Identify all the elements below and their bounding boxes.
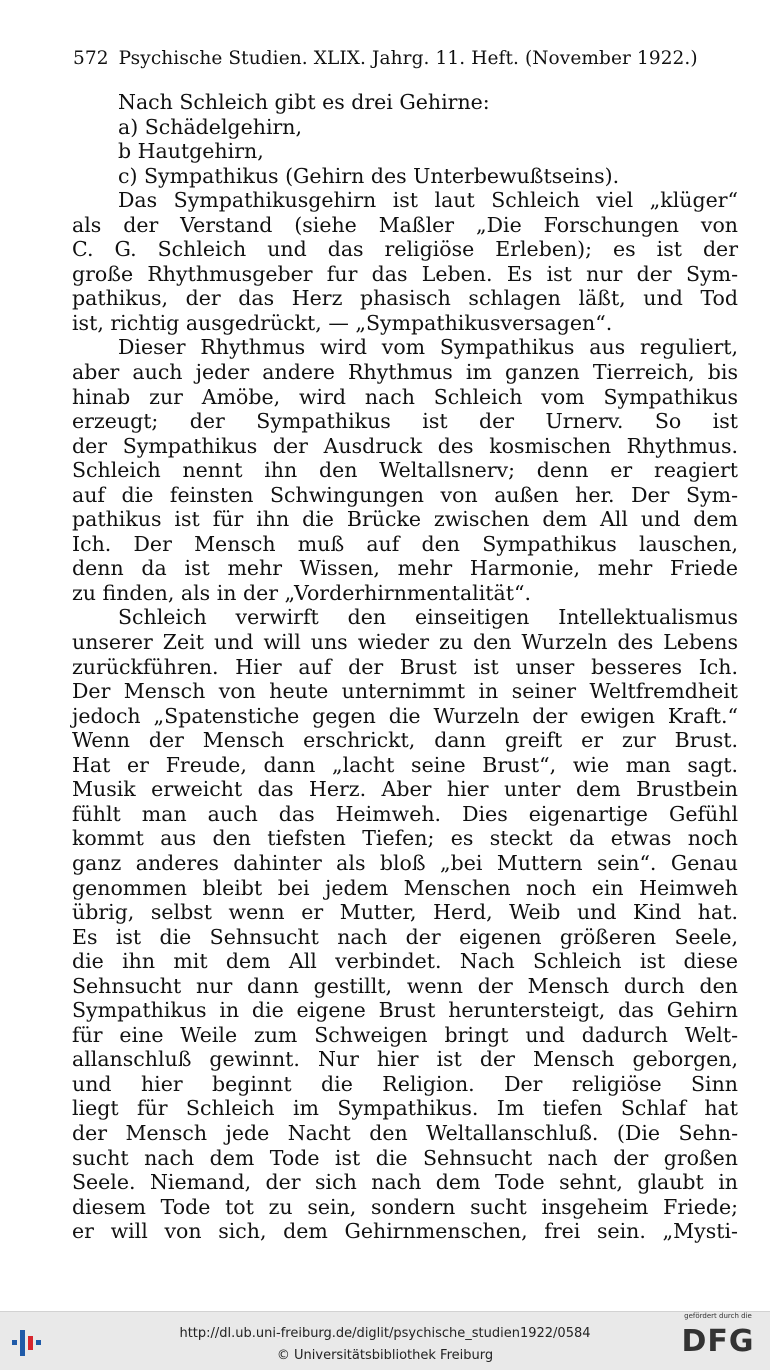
footer-bar	[0, 1311, 770, 1370]
text-line: pathikus ist für ihn die Brücke zwischen dem All und dem	[72, 507, 738, 532]
text-line: sucht nach dem Tode ist die Sehnsucht nach der großen	[72, 1145, 738, 1170]
text-line: Musik erweicht das Herz. Aber hier unter dem Brustbein	[72, 777, 738, 802]
text-line: Hat er Freude, dann „lacht seine Brust“, wie man sagt.	[72, 752, 738, 777]
text-line: Sympathikus in die eigene Brust heruntersteigt, das Gehirn	[72, 998, 738, 1023]
text-line: b Hautgehirn,	[118, 139, 264, 164]
text-line: C. G. Schleich und das religiöse Erleben); es ist der	[72, 237, 738, 262]
text-line: Nach Schleich gibt es drei Gehirne:	[118, 90, 490, 114]
text-line: c) Sympathikus (Gehirn des Unterbewußtseins).	[118, 163, 620, 188]
text-line: Dieser Rhythmus wird vom Sympathikus aus reguliert,	[118, 335, 738, 360]
text-line: die ihn mit dem All verbindet. Nach Schleich ist diese	[72, 949, 738, 974]
text-line: Ich. Der Mensch muß auf den Sympathikus lauschen,	[72, 531, 738, 556]
funder-caption: gefördert durch die	[684, 1312, 752, 1320]
text-line: Schleich nennt ihn den Weltallsnerv; denn er reagiert	[72, 458, 738, 483]
text-line: Seele. Niemand, der sich nach dem Tode sehnt, glaubt in	[72, 1170, 738, 1195]
text-line: der Sympathikus der Ausdruck des kosmischen Rhythmus.	[72, 433, 738, 458]
text-line: hinab zur Amöbe, wird nach Schleich vom Sympathikus	[72, 384, 738, 409]
dfg-logo: DFG	[681, 1324, 755, 1359]
text-line: übrig, selbst wenn er Mutter, Herd, Weib und Kind hat.	[72, 900, 738, 925]
running-header	[73, 48, 703, 69]
text-line: kommt aus den tiefsten Tiefen; es steckt da etwas noch	[72, 826, 738, 851]
text-line: er will von sich, dem Gehirnmenschen, frei sein. „Mysti-	[72, 1219, 738, 1244]
text-line: unserer Zeit und will uns wieder zu den Wurzeln des Lebens	[72, 630, 738, 655]
text-line: ganz anderes dahinter als bloß „bei Muttern sein“. Genau	[72, 850, 738, 875]
text-line: pathikus, der das Herz phasisch schlagen läßt, und Tod	[72, 286, 738, 311]
copyright-notice: © Universitätsbibliothek Freiburg	[276, 1348, 494, 1363]
text-line: auf die feinsten Schwingungen von außen her. Der Sym-	[72, 482, 738, 507]
text-line: der Mensch jede Nacht den Weltallanschluß. (Die Sehn-	[72, 1120, 738, 1145]
text-line: erzeugt; der Sympathikus ist der Urnerv. So ist	[72, 409, 738, 434]
text-line: Das Sympathikusgehirn ist laut Schleich viel „klüger“	[118, 188, 738, 213]
text-line: liegt für Schleich im Sympathikus. Im tiefen Schlaf hat	[72, 1096, 738, 1121]
text-line: allanschluß gewinnt. Nur hier ist der Mensch geborgen,	[72, 1047, 738, 1072]
text-line: Schleich verwirft den einseitigen Intellektualismus	[118, 605, 738, 630]
text-line: a) Schädelgehirn,	[118, 114, 303, 139]
text-line: Wenn der Mensch erschrickt, dann greift er zur Brust.	[72, 728, 738, 753]
text-line: denn da ist mehr Wissen, mehr Harmonie, mehr Friede	[72, 556, 738, 581]
text-line: Sehnsucht nur dann gestillt, wenn der Mensch durch den	[72, 973, 738, 998]
text-line: fühlt man auch das Heimweh. Dies eigenartige Gefühl	[72, 801, 738, 826]
text-line: genommen bleibt bei jedem Menschen noch ein Heimweh	[72, 875, 738, 900]
text-line: zurückführen. Hier auf der Brust ist unser besseres Ich.	[72, 654, 738, 679]
text-line: große Rhythmusgeber fur das Leben. Es ist nur der Sym-	[72, 261, 738, 286]
text-line: zu finden, als in der „Vorderhirnmentalität“.	[72, 580, 531, 605]
text-line: Es ist die Sehnsucht nach der eigenen größeren Seele,	[72, 924, 738, 949]
text-line: aber auch jeder andere Rhythmus im ganzen Tierreich, bis	[72, 360, 738, 385]
text-line: jedoch „Spatenstiche gegen die Wurzeln der ewigen Kraft.“	[72, 703, 738, 728]
text-line: Der Mensch von heute unternimmt in seiner Weltfremdheit	[72, 679, 738, 704]
text-line: als der Verstand (siehe Maßler „Die Forschungen von	[72, 212, 738, 237]
page-number: 572	[73, 48, 109, 69]
text-line: für eine Weile zum Schweigen bringt und dadurch Welt-	[72, 1022, 738, 1047]
text-line: und hier beginnt die Religion. Der religiöse Sinn	[72, 1071, 738, 1096]
journal-title: Psychische Studien. XLIX. Jahrg. 11. Heft. (November 1922.)	[118, 48, 698, 69]
body-text	[72, 90, 738, 1244]
source-url[interactable]: http://dl.ub.uni-freiburg.de/diglit/psychische_studien1922/0584	[179, 1326, 591, 1341]
text-line: diesem Tode tot zu sein, sondern sucht insgeheim Friede;	[72, 1194, 738, 1219]
text-line: ist, richtig ausgedrückt, — „Sympathikusversagen“.	[72, 310, 613, 335]
